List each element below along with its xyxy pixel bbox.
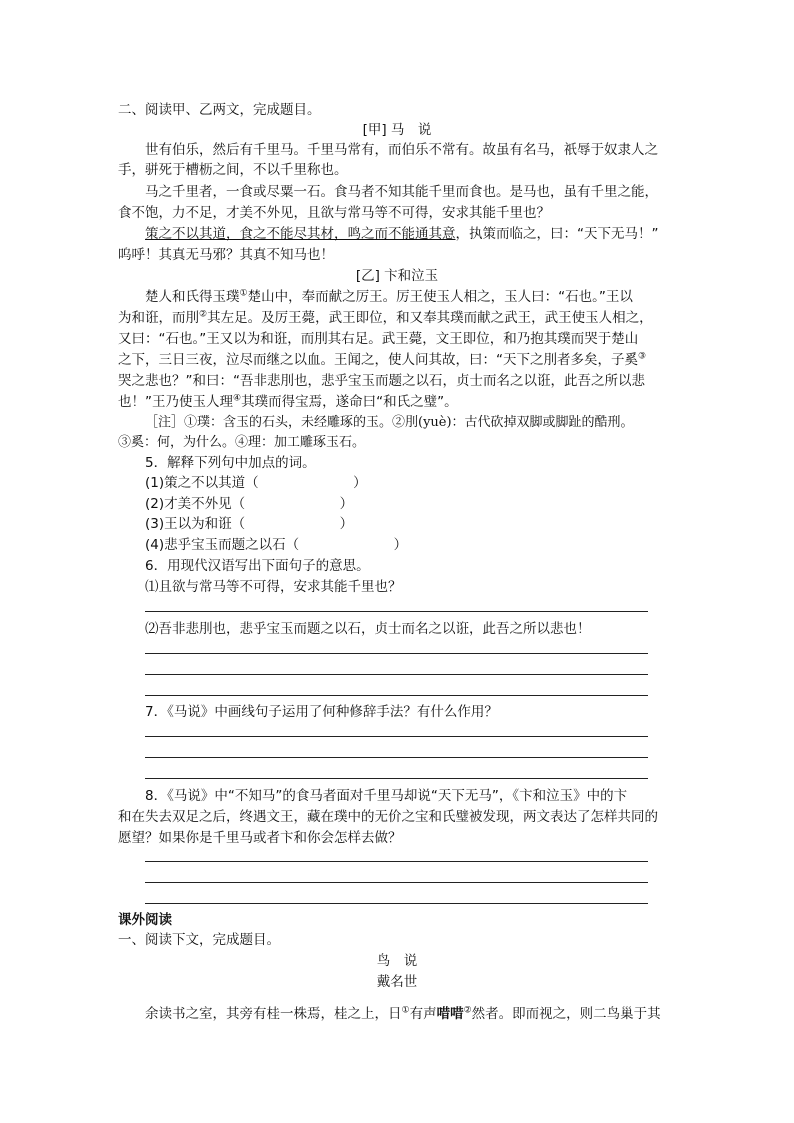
yi-line1-a: 楚人和氏得玉璞 [145,289,240,305]
extra-reading-heading: 课外阅读 [118,912,172,928]
q5-stem: 5．解释下列句中加点的词。 [145,455,316,471]
q8-line1: 8．《马说》中“不知马”的食马者面对千里马却说“天下无马”，《卞和泣玉》中的卞 [145,788,628,804]
footnote-marker: ② [463,1005,472,1016]
q5-item-3[interactable]: (3)王以为和诳（ ） [145,516,354,532]
notes-line2: ③奚：何，为什么。④理：加工雕琢玉石。 [118,435,366,450]
extra-author: 戴名世 [376,974,418,990]
yi-line6-a: 也！”王乃使玉人理 [118,394,233,410]
passage-jia-title: [甲] 马 说 [362,122,432,138]
jia-p3-line1-rest: ，执策而临之，曰：“天下无马！” [455,226,659,242]
footnote-marker: ③ [638,351,647,362]
footnote-marker: ② [199,309,208,320]
extra-p1-b: 有声 [409,1006,437,1022]
yi-line2-b: 其左足。及厉王薨，武王即位，和又奉其璞而献之武王，武王使玉人相之， [207,310,653,326]
answer-line[interactable] [145,861,648,862]
answer-line[interactable] [145,611,648,612]
jia-p1-line1: 世有伯乐，然后有千里马。千里马常有，而伯乐不常有。故虽有名马，祇辱于奴隶人之 [145,142,658,158]
extra-title: 鸟 说 [376,953,418,969]
yi-line6-b: 其璞而得宝焉，遂命曰“和氏之璧”。 [241,394,458,410]
answer-line[interactable] [145,653,648,654]
sound-word: 唶唶 [436,1006,464,1022]
yi-line6 [118,392,458,412]
footnote-marker: ① [401,1005,410,1016]
answer-line[interactable] [145,674,648,675]
yi-line1 [145,287,633,307]
jia-p1-line2: 手，骈死于槽枥之间，不以千里称也。 [118,162,348,178]
q5-item-2[interactable]: (2)才美不外见（ ） [145,496,354,512]
underlined-sentence: 策之不以其道，食之不能尽其材，鸣之而不能通其意 [145,226,456,242]
answer-line[interactable] [145,736,648,737]
extra-p1-a: 余读书之室，其旁有桂一株焉，桂之上，日 [145,1006,402,1022]
footnote-marker: ④ [233,393,242,404]
answer-line[interactable] [145,757,648,758]
jia-p2-line2: 食不饱，力不足，才美不外见，且欲与常马等不可得，安求其能千里也？ [118,205,550,221]
q5-item-4[interactable]: (4)悲乎宝玉而题之以石（ ） [145,537,408,553]
jia-p3-line2: 呜呼！其真无马邪？其真不知马也！ [118,247,334,263]
jia-p2-line1: 马之千里者，一食或尽粟一石。食马者不知其能千里而食也。是马也，虽有千里之能， [145,184,658,200]
answer-line[interactable] [145,903,648,904]
q6-sentence-1: ⑴且欲与常马等不可得，安求其能千里也？ [145,579,402,595]
yi-line5: 哭之悲也？”和曰：“吾非悲刖也，悲乎宝玉而题之以石，贞士而名之以诳，此吾之所以悲 [118,373,645,389]
q6-sentence-2: ⑵吾非悲刖也，悲乎宝玉而题之以石，贞士而名之以诳，此吾之所以悲也！ [145,621,591,637]
q5-item-1[interactable]: (1)策之不以其道（ ） [145,475,367,491]
q8-line3: 愿望？如果你是千里马或者卞和你会怎样去做？ [118,830,402,846]
yi-line4 [118,350,646,370]
answer-line[interactable] [145,778,648,779]
footnote-marker: ① [239,288,248,299]
yi-line3: 又曰：“石也。”王又以为和诳，而刖其右足。武王薨，文王即位，和乃抱其璞而哭于楚山 [118,331,639,347]
extra-p1-c: 然者。即而视之，则二鸟巢于其 [471,1006,661,1022]
notes-line1: ［注］①璞：含玉的石头，未经雕琢的玉。②刖(yuè)：古代砍掉双脚或脚趾的酷刑。 [145,415,634,430]
extra-p1-line1 [145,1004,661,1024]
q8-line2: 和在失去双足之后，终遇文王，藏在璞中的无价之宝和氏璧被发现，两文表达了怎样共同的 [118,809,658,825]
jia-p3-line1 [145,224,659,244]
yi-line4-a: 之下，三日三夜，泣尽而继之以血。王闻之，使人问其故，曰：“天下之刖者多矣，子奚 [118,352,638,368]
q7-stem: 7．《马说》中画线句子运用了何种修辞手法？有什么作用？ [145,704,498,720]
answer-line[interactable] [145,695,648,696]
yi-line2 [118,308,653,328]
q6-stem: 6．用现代汉语写出下面句子的意思。 [145,558,370,574]
yi-line1-b: 楚山中，奉而献之厉王。厉王使玉人相之，玉人曰：“石也。”王以 [247,289,633,305]
extra-section-heading: 一、阅读下文，完成题目。 [118,932,280,948]
yi-line2-a: 为和诳，而刖 [118,310,199,326]
passage-yi-title: [乙] 卞和泣玉 [355,268,439,284]
answer-line[interactable] [145,882,648,883]
section-heading: 二、阅读甲、乙两文，完成题目。 [118,102,321,118]
